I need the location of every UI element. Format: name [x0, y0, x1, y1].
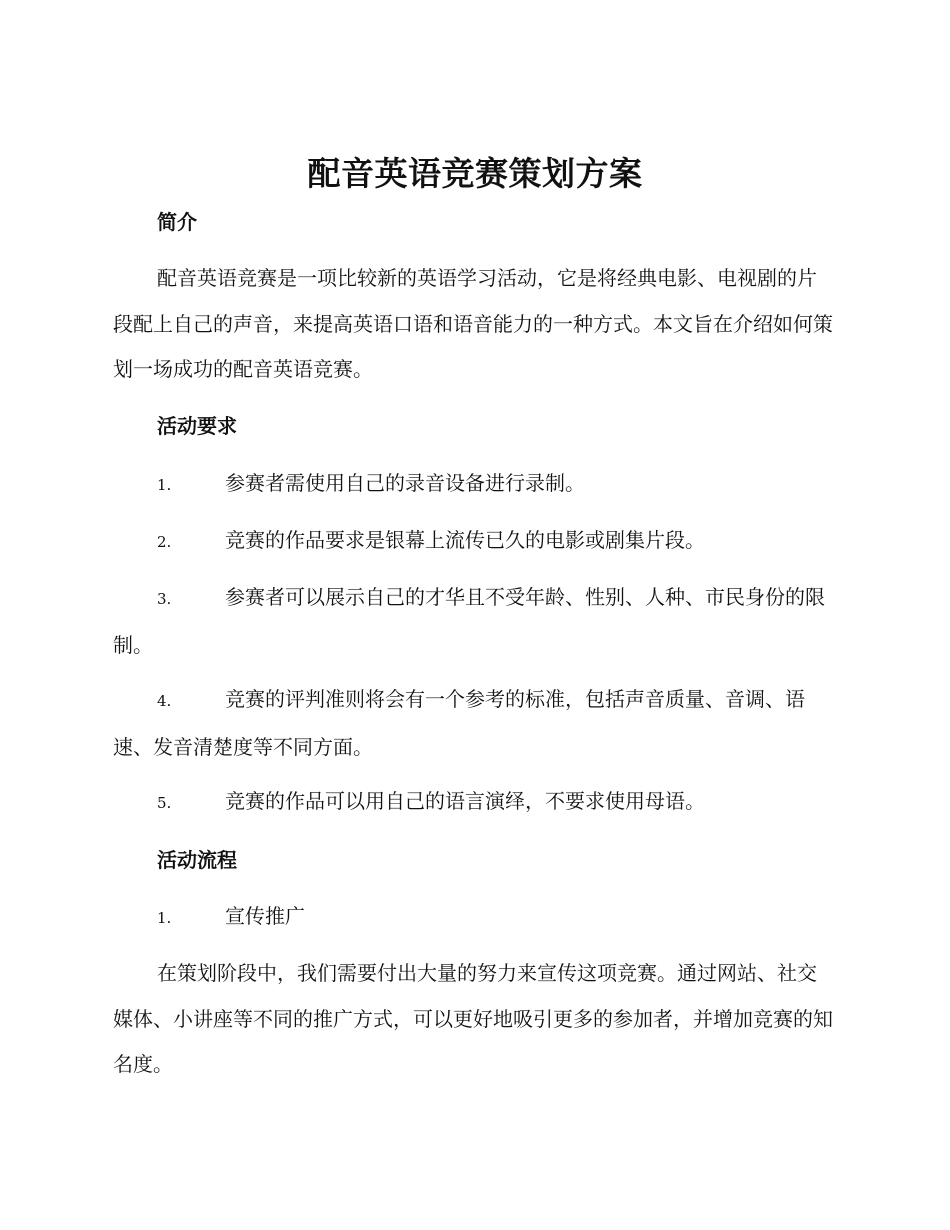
document-title: 配音英语竞赛策划方案: [307, 154, 643, 193]
list-text: 竞赛的作品要求是银幕上流传已久的电影或剧集片段。: [225, 528, 705, 552]
list-item: [113, 575, 835, 668]
section-heading-process: 活动流程: [157, 848, 237, 872]
list-number: 1.: [157, 909, 172, 927]
process-paragraph: 在策划阶段中，我们需要付出大量的努力来宣传这项竞赛。通过网站、社交媒体、小讲座等不同的推广方式，可以更好地吸引更多的参加者，并增加竞赛的知名度。: [113, 961, 833, 1076]
section-heading-intro: 简介: [157, 210, 197, 234]
list-text: 宣传推广: [225, 904, 305, 928]
list-number: 2.: [157, 533, 172, 551]
list-text: 参赛者需使用自己的录音设备进行录制。: [225, 471, 585, 495]
section-heading-requirements: 活动要求: [157, 414, 237, 438]
list-number: 5.: [157, 794, 172, 812]
list-item: [113, 894, 835, 942]
list-text: 竞赛的作品可以用自己的语言演绎，不要求使用母语。: [225, 789, 705, 813]
list-text: 参赛者可以展示自己的才华且不受年龄、性别、人种、市民身份的限制。: [113, 585, 825, 657]
list-number: 3.: [157, 590, 172, 608]
list-item: [113, 677, 835, 770]
list-number: 1.: [157, 476, 172, 494]
list-item: [113, 779, 835, 827]
list-number: 4.: [157, 692, 172, 710]
intro-paragraph: 配音英语竞赛是一项比较新的英语学习活动，它是将经典电影、电视剧的片段配上自己的声音，来提高英语口语和语音能力的一种方式。本文旨在介绍如何策划一场成功的配音英语竞赛。: [113, 266, 833, 381]
list-item: [113, 461, 835, 509]
list-item: [113, 518, 835, 566]
list-text: 竞赛的评判准则将会有一个参考的标准，包括声音质量、音调、语速、发音清楚度等不同方面。: [113, 687, 805, 759]
